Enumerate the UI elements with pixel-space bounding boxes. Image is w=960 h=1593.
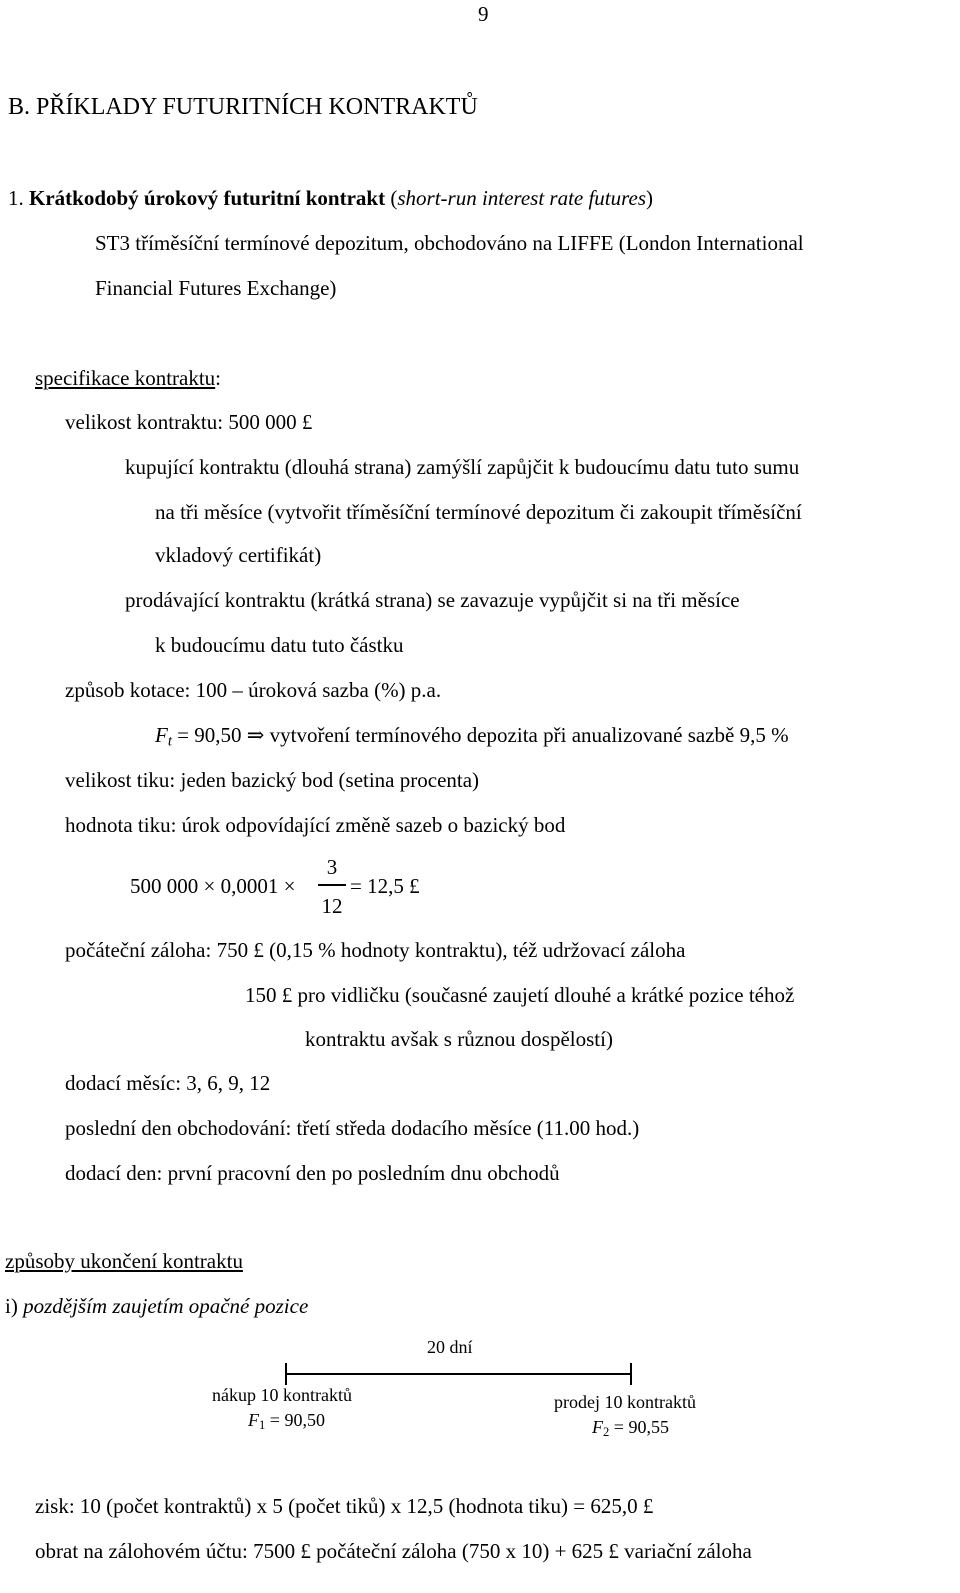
- spec-quote: způsob kotace: 100 – úroková sazba (%) p.a.: [65, 678, 442, 702]
- timeline-start-tick: [285, 1363, 287, 1385]
- formula-numerator: 3: [326, 855, 338, 879]
- section-title-bold: Krátkodobý úrokový futuritní kontrakt: [29, 186, 386, 210]
- formula-right: = 12,5 £: [350, 874, 420, 898]
- timeline-buy-label: nákup 10 kontraktů: [212, 1385, 352, 1405]
- sell-f-symbol: F: [592, 1417, 603, 1437]
- spec-margin-line3: kontraktu avšak s různou dospělostí): [305, 1027, 613, 1051]
- closing-turnover: obrat na zálohovém účtu: 7500 £ počáteční záloha (750 x 10) + 625 £ variační záloha: [35, 1539, 752, 1563]
- spec-delivery-day: dodací den: první pracovní den po posledním dnu obchodů: [65, 1161, 560, 1185]
- ft-sub: t: [167, 733, 172, 750]
- spec-seller-line2: k budoucímu datu tuto částku: [155, 633, 404, 657]
- timeline-axis: [286, 1373, 632, 1375]
- timeline-sell-label: prodej 10 kontraktů: [554, 1392, 696, 1412]
- spec-tick-value: hodnota tiku: úrok odpovídající změně sazeb o bazický bod: [65, 813, 566, 837]
- closing-profit: zisk: 10 (počet kontraktů) x 5 (počet tiků) x 12,5 (hodnota tiku) = 625,0 £: [35, 1494, 654, 1518]
- formula-denominator: 12: [321, 894, 343, 918]
- closing-item: [5, 1296, 308, 1317]
- page-heading: B. PŘÍKLADY FUTURITNÍCH KONTRAKTŮ: [8, 94, 478, 120]
- section-desc-line1: ST3 tříměsíční termínové depozitum, obchodováno na LIFFE (London International: [95, 231, 804, 255]
- spec-delivery-months: dodací měsíc: 3, 6, 9, 12: [65, 1071, 271, 1095]
- spec-buyer-line1: kupující kontraktu (dlouhá strana) zamýšlí zapůjčit k budoucímu datu tuto sumu: [125, 455, 800, 479]
- spec-label: specifikace kontraktu: [35, 366, 216, 390]
- closing-item-prefix: i): [5, 1294, 24, 1318]
- ft-symbol: F: [155, 723, 168, 747]
- section-number: 1.: [8, 186, 24, 210]
- timeline-buy-value: [248, 1411, 325, 1432]
- buy-f-symbol: F: [248, 1410, 259, 1430]
- spec-margin-line1: počáteční záloha: 750 £ (0,15 % hodnoty kontraktu), též udržovací záloha: [65, 938, 686, 962]
- spec-heading: [35, 368, 221, 389]
- spec-buyer-line3: vkladový certifikát): [155, 543, 322, 567]
- buy-f-sub: 1: [259, 1418, 266, 1433]
- spec-margin-line2: 150 £ pro vidličku (současné zaujetí dlouhé a krátké pozice téhož: [245, 983, 795, 1007]
- sell-value: = 90,55: [609, 1417, 669, 1437]
- sell-f-sub: 2: [603, 1425, 610, 1440]
- spec-tick-size: velikost tiku: jeden bazický bod (setina procenta): [65, 768, 480, 792]
- section-title-paren-close: ): [646, 186, 654, 210]
- closing-item-text: pozdějším zaujetím opačné pozice: [23, 1294, 309, 1318]
- section-title: [8, 188, 653, 209]
- closing-heading: způsoby ukončení kontraktu: [5, 1249, 243, 1273]
- section-desc-line2: Financial Futures Exchange): [95, 276, 337, 300]
- spec-size: velikost kontraktu: 500 000 £: [65, 410, 313, 434]
- section-title-italic: short-run interest rate futures: [397, 186, 647, 210]
- timeline-sell-value: [592, 1418, 669, 1439]
- formula-left: 500 000 × 0,0001 ×: [130, 874, 296, 898]
- section-title-paren-open: (: [385, 186, 398, 210]
- page-number: 9: [478, 2, 489, 26]
- timeline-end-tick: [630, 1363, 632, 1385]
- timeline-days: 20 dní: [427, 1337, 473, 1357]
- spec-last-trading: poslední den obchodování: třetí středa dodacího měsíce (11.00 hod.): [65, 1116, 640, 1140]
- formula-fraction-bar: [318, 884, 346, 886]
- spec-buyer-line2: na tři měsíce (vytvořit tříměsíční termínové depozitum či zakoupit tříměsíční: [155, 500, 802, 524]
- spec-colon: :: [215, 366, 222, 390]
- buy-value: = 90,50: [265, 1410, 325, 1430]
- spec-ft: [155, 725, 789, 749]
- spec-seller-line1: prodávající kontraktu (krátká strana) se zavazuje vypůjčit si na tři měsíce: [125, 588, 740, 612]
- ft-rest: = 90,50 ⇒ vytvoření termínového depozita při anualizované sazbě 9,5 %: [171, 723, 789, 747]
